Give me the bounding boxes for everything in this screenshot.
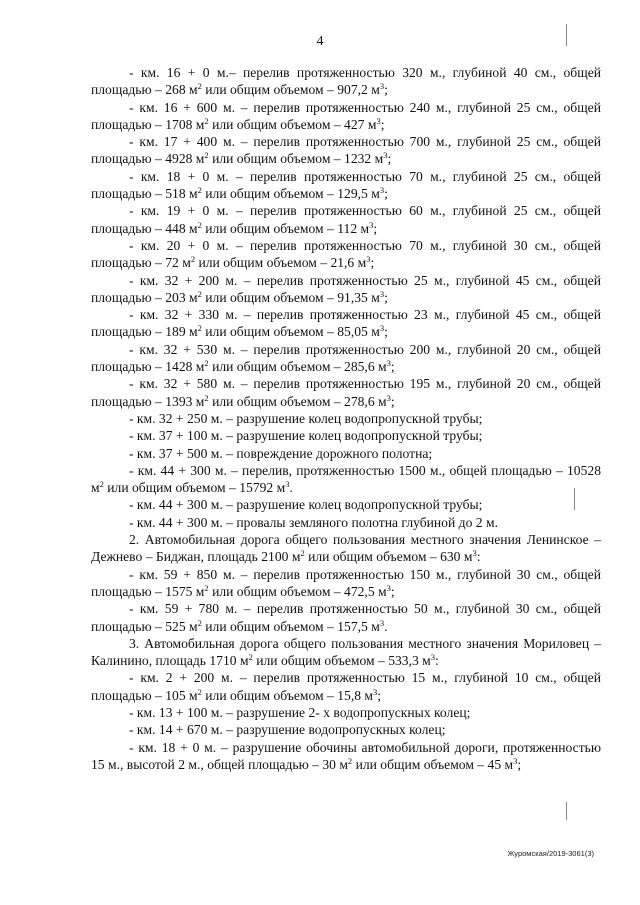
superscript-square: 2 <box>248 652 253 663</box>
document-body <box>91 64 601 773</box>
superscript-square: 2 <box>190 254 196 265</box>
paragraph-text: или общим объемом – 85,05 м <box>201 324 380 340</box>
paragraph <box>91 445 601 462</box>
paragraph-text: - км. 59 + 780 м. – перелив протяженностью 50 м., глубиной 30 см., общей площадью – 525 м <box>91 601 601 634</box>
superscript-cubic: 3 <box>369 219 374 230</box>
paragraph-text: . <box>384 618 388 634</box>
superscript-cubic: 3 <box>379 617 385 628</box>
paragraph <box>91 496 601 513</box>
paragraph <box>91 272 601 307</box>
paragraph-text: ; <box>390 359 395 375</box>
paragraph-text: 2. Автомобильная дорога общего пользования местного значения Ленинское – Дежнево – Биджан, площадь 2100 м <box>91 532 601 565</box>
paragraph-text: или общим объемом – 907,2 м <box>201 82 380 98</box>
superscript-cubic: 3 <box>379 323 385 334</box>
paragraph-text: - км. 17 + 400 м. – перелив протяженностью 700 м., глубиной 25 см., общей площадью – 4928 м <box>91 134 601 167</box>
paragraph-text: - км. 37 + 500 м. – повреждение дорожного полотна; <box>129 445 433 461</box>
superscript-square: 2 <box>99 479 104 490</box>
superscript-square: 2 <box>197 185 202 196</box>
paragraph-text: ; <box>377 687 382 703</box>
paragraph-text: ; <box>390 393 395 409</box>
superscript-square: 2 <box>204 115 209 126</box>
paragraph-text: - км. 2 + 200 м. – перелив протяженностью 15 м., глубиной 10 см., общей площадью – 105 м <box>91 670 601 703</box>
paragraph-text: - км. 32 + 330 м. – перелив протяженностью 23 м., глубиной 45 см., общей площадью – 189 м <box>91 307 601 340</box>
paragraph-text: - км. 44 + 300 м. – провалы земляного полотна глубиной до 2 м. <box>129 514 498 530</box>
footer-code: Журомская/2019-3061(3) <box>507 849 594 858</box>
paragraph <box>91 306 601 341</box>
paragraph-text: ; <box>384 324 388 340</box>
superscript-cubic: 3 <box>379 288 385 299</box>
paragraph-text: . <box>289 480 293 496</box>
paragraph-text: - км. 18 + 0 м. – перелив протяженностью 70 м., глубиной 25 см., общей площадью – 518 м <box>91 168 601 202</box>
superscript-square: 2 <box>197 323 202 334</box>
paragraph-text: - км. 20 + 0 м. – перелив протяженностью 70 м., глубиной 30 см., общей площадью – 72 м <box>91 237 601 271</box>
superscript-square: 2 <box>197 617 202 628</box>
paragraph-text: или общим объемом – 91,35 м <box>201 289 380 305</box>
superscript-square: 2 <box>197 81 202 92</box>
superscript-square: 2 <box>197 686 202 697</box>
paragraph-text: - км. 44 + 300 м. – разрушение колец водопропускной трубы; <box>129 497 483 513</box>
paragraph-text: - км. 16 + 600 м. – перелив протяженностью 240 м., глубиной 25 см., общей площадью – 1708 м <box>91 99 601 132</box>
paragraph-text: ; <box>384 289 388 305</box>
paragraph <box>91 514 601 531</box>
superscript-cubic: 3 <box>383 150 388 161</box>
paragraph <box>91 410 601 427</box>
paragraph-text: ; <box>390 583 395 599</box>
superscript-square: 2 <box>300 548 305 559</box>
paragraph-text: - км. 44 + 300 м. – перелив, протяженностью 1500 м., общей площадью – 10528 м <box>91 462 601 496</box>
paragraph-text: - км. 59 + 850 м. – перелив протяженностью 150 м., глубиной 30 см., общей площадью – 1575 м <box>91 566 601 599</box>
paragraph-text: ; <box>370 255 375 271</box>
paragraph-text: - км. 32 + 530 м. – перелив протяженностью 200 м., глубиной 20 см., общей площадью – 1428 м <box>91 341 601 375</box>
superscript-cubic: 3 <box>386 582 391 593</box>
page-number: 4 <box>316 34 324 49</box>
paragraph-text: или общим объемом – 285,6 м <box>208 359 387 375</box>
superscript-cubic: 3 <box>366 254 371 265</box>
superscript-cubic: 3 <box>379 185 385 196</box>
superscript-cubic: 3 <box>285 479 290 490</box>
paragraph <box>91 462 601 497</box>
paragraph-text: ; <box>384 82 388 98</box>
paragraph <box>91 669 601 704</box>
paragraph <box>91 427 601 444</box>
superscript-square: 2 <box>204 392 209 403</box>
paragraph-text: ; <box>387 151 392 167</box>
superscript-cubic: 3 <box>373 686 378 697</box>
superscript-square: 2 <box>204 358 209 369</box>
paragraph <box>91 531 601 566</box>
paragraph-text: или общим объемом – 45 м <box>352 756 514 772</box>
paragraph-text: или общим объемом – 15,8 м <box>201 687 374 703</box>
paragraph <box>91 99 601 134</box>
paragraph-text: - км. 32 + 580 м. – перелив протяженностью 195 м., глубиной 20 см., общей площадью – 1393 м <box>91 376 601 409</box>
paragraph-text: или общим объемом – 630 м <box>304 549 473 565</box>
paragraph-text: или общим объемом – 129,5 м <box>201 186 380 202</box>
paragraph <box>91 375 601 410</box>
paragraph-text: ; <box>380 116 385 132</box>
paragraph-text: ; <box>384 186 388 202</box>
paragraph-text: - км. 13 + 100 м. – разрушение 2- х водопропускных колец; <box>129 704 471 720</box>
superscript-cubic: 3 <box>472 548 477 559</box>
superscript-square: 2 <box>197 288 202 299</box>
scan-mark-top <box>566 24 567 46</box>
paragraph-text: - км. 32 + 200 м. – перелив протяженностью 25 м., глубиной 45 см., общей площадью – 203 м <box>91 272 601 305</box>
paragraph <box>91 739 601 774</box>
paragraph-text: - км. 32 + 250 м. – разрушение колец водопропускной трубы; <box>129 410 483 426</box>
paragraph-text: 3. Автомобильная дорога общего пользования местного значения Мориловец – Калинино, площадь 1710 м <box>91 635 601 669</box>
paragraph-text: - км. 14 + 670 м. – разрушение водопропускных колец; <box>129 722 446 738</box>
paragraph-text: или общим объемом – 15792 м <box>103 480 286 496</box>
paragraph-text: или общим объемом – 157,5 м <box>201 618 380 634</box>
paragraph <box>91 566 601 601</box>
superscript-square: 2 <box>204 582 209 593</box>
superscript-cubic: 3 <box>430 652 436 663</box>
superscript-cubic: 3 <box>513 755 518 766</box>
superscript-cubic: 3 <box>376 115 381 126</box>
paragraph-text: или общим объемом – 278,6 м <box>208 393 387 409</box>
paragraph-text: ; <box>517 756 522 772</box>
paragraph-text: или общим объемом – 112 м <box>201 220 370 236</box>
superscript-square: 2 <box>197 219 202 230</box>
paragraph <box>91 721 601 738</box>
paragraph <box>91 202 601 237</box>
paragraph-text: - км. 19 + 0 м. – перелив протяженностью 60 м., глубиной 25 см., общей площадью – 448 м <box>91 203 601 236</box>
paragraph-text: или общим объемом – 533,3 м <box>252 653 431 669</box>
paragraph-text: или общим объемом – 1232 м <box>208 151 384 167</box>
paragraph <box>91 600 601 635</box>
paragraph-text: - км. 37 + 100 м. – разрушение колец водопропускной трубы; <box>129 428 483 444</box>
paragraph <box>91 237 601 272</box>
superscript-cubic: 3 <box>386 358 391 369</box>
paragraph <box>91 168 601 203</box>
scan-mark-bottom <box>566 802 567 820</box>
paragraph <box>91 635 601 670</box>
paragraph <box>91 133 601 168</box>
paragraph-text: или общим объемом – 21,6 м <box>195 255 367 271</box>
superscript-square: 2 <box>204 150 209 161</box>
superscript-square: 2 <box>347 755 353 766</box>
superscript-cubic: 3 <box>386 392 391 403</box>
paragraph-text: ; <box>373 220 378 236</box>
paragraph <box>91 64 601 99</box>
paragraph-text: или общим объемом – 472,5 м <box>208 583 387 599</box>
paragraph <box>91 704 601 721</box>
paragraph-text: : <box>476 549 481 565</box>
paragraph-text: - км. 18 + 0 м. – разрушение обочины автомобильной дороги, протяженностью 15 м., высотой 2 м., общей площадью – 30 м <box>91 739 601 772</box>
paragraph-text: или общим объемом – 427 м <box>208 116 377 132</box>
paragraph-text: - км. 16 + 0 м.– перелив протяженностью 320 м., глубиной 40 см., общей площадью – 268 м <box>91 65 601 98</box>
paragraph-text: : <box>435 653 439 669</box>
paragraph <box>91 341 601 376</box>
superscript-cubic: 3 <box>379 81 385 92</box>
